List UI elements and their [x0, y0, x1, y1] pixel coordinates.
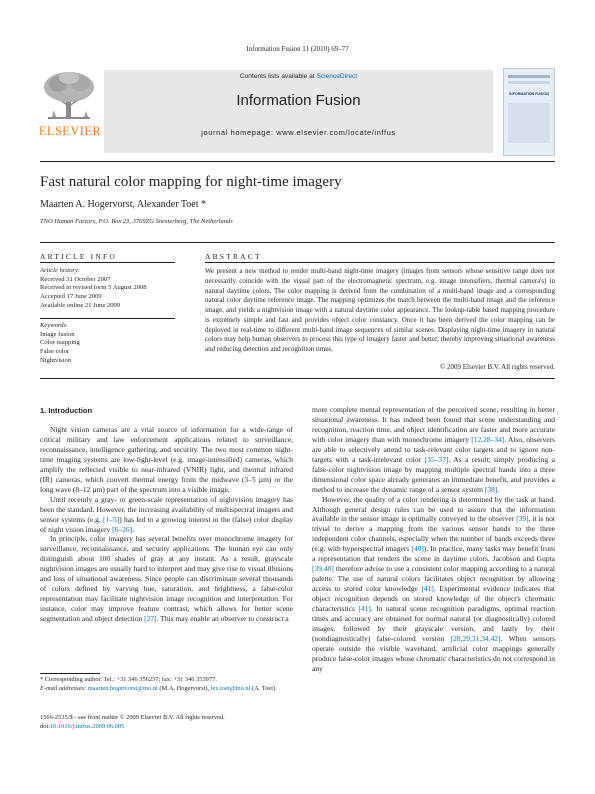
paragraph: Night vision cameras are a vital source of information for a wide-range of critical military and law enforcement applications related to surveillance, reconnaissance, intelligence gathering, and security. The two most common night-time imaging systems are low-light-level (e.g. image-intensified) cameras, which amplify the reflected visible to near-infrared (VNIR) light, and thermal infrared (IR) cameras, which convert thermal energy from the midwave (3–5 µm) or the long wave (8–12 µm) part of the spectrum into a visible image. [40, 425, 293, 494]
abstract-copyright: © 2009 Elsevier B.V. All rights reserved. [439, 363, 555, 371]
citation-link[interactable]: [35–37] [424, 454, 449, 464]
elsevier-tree-logo [40, 70, 98, 122]
journal-title: Information Fusion [236, 92, 361, 109]
abstract-heading: ABSTRACT [205, 252, 262, 261]
citation-link[interactable]: [39,40] [312, 564, 334, 574]
citation-link[interactable]: [41] [421, 584, 434, 594]
body-column-left [40, 425, 293, 624]
email-line: E-mail addresses: maarten.hogervorst@tno.nl (M.A. Hogervorst), lex.toet@tno.nl (A. Toet). [40, 684, 277, 692]
cover-stripe [508, 75, 550, 78]
keyword: False color [40, 348, 70, 356]
email-link[interactable]: maarten.hogervorst@tno.nl [87, 684, 158, 692]
journal-homepage[interactable]: journal homepage: www.elsevier.com/locate/inffus [201, 128, 396, 137]
history-item: Available online 21 June 2009 [40, 301, 121, 309]
citation-link[interactable]: [12,28–34] [471, 434, 505, 444]
introduction-heading: 1. Introduction [40, 406, 93, 415]
article-history [40, 267, 175, 311]
citation-link[interactable]: [38] [484, 484, 498, 494]
paragraph: In principle, color imagery has several benefits over monochrome imagery for surveillance, reconnaissance, and security applications. The human eye can only distinguish about 100 shades of gray at any instant. As a result, grayscale nightvision images are usually hard to interpret and may give rise to visual illusions and loss of situational awareness. Since people can discriminate several thousands of colors defined by varying hue, saturation, and brightness, a false-color representation may facilitate nightvision image recognition and interpretation. For instance, color may improve feature contrast, which allows for better scene segmentation and object detection [27]. This may enable an observer to construct a [40, 534, 293, 624]
history-item: Received in revised form 5 August 2008 [40, 284, 147, 292]
abstract-bottom-rule [40, 378, 555, 379]
article-info-rule [40, 262, 175, 263]
issn-line: 1566-2535/$ - see front matter © 2009 Elsevier B.V. All rights reserved. [40, 714, 225, 721]
publisher-name: ELSEVIER [38, 124, 102, 138]
issn-block [40, 713, 225, 731]
cover-panel [508, 103, 550, 143]
email-link[interactable]: lex.toet@tno.nl [210, 684, 251, 692]
paragraph: However, the quality of a color rendering is determined by the task at hand. Although general design rules can be used to assure that the information available in the sensor image is optimally conveyed to the observer [39], it is not trivial to derive a mapping from the various sensor bands to the three independent color channels, especially when the number of bands exceeds three (e.g. with hyperspectral imagers [40]). In practice, many tasks may benefit from a representation that renders the scene in daytime colors. Jacobson and Gupta [39,40] therefore advise to use a consistent color mapping according to a natural palette. The use of natural colors facilitates object recognition by allowing access to stored color knowledge [41]. Experimental evidence indicates that object recognition depends on stored knowledge of the object's chromatic characteristics [41]. In natural scene recognition paradigms, optimal reaction times and accuracy are obtained for normal natural (or diagnostically) colored images, followed by their grayscale version, and lastly by their (nondiagnostically) false-colored version [28,29,31,34,42]. When sensors operate outside the visible waveband, artificial color mappings generally produce false-color images whose chromatic characteristics do not correspond in any [312, 494, 556, 673]
citation-link[interactable]: [6–26] [112, 524, 133, 534]
history-item: Received 31 October 2007 [40, 275, 111, 283]
citation-link[interactable]: [39] [516, 514, 529, 524]
history-label: Article history: [40, 267, 81, 274]
sciencedirect-link[interactable]: ScienceDirect [316, 73, 358, 80]
email-label: E-mail addresses: [40, 684, 88, 692]
citation-link[interactable]: [40] [411, 544, 424, 554]
keyword: Image fusion [40, 330, 75, 338]
citation-link[interactable]: [1–5] [102, 514, 120, 524]
history-item: Accepted 17 June 2009 [40, 293, 102, 301]
citation-link[interactable]: [28,29,31,34,42] [450, 633, 501, 643]
footnote [40, 676, 295, 693]
cover-stripe [508, 81, 550, 84]
abstract-text: We present a new method to render multi-band night-time imagery (images from sensors whose sensitive range does not necessarily coincide with the visual part of the electromagnetic spectrum, e.g. image intensifiers, thermal camera's) in natural daytime colors. The color mapping is derived from the combination of a multi-band image and a corresponding natural color daytime reference image. The mapping optimizes the match between the multi-band image and the reference image, and yields a nightvision image with a natural daytime color appearance. The lookup-table based mapping procedure is extremely simple and fast and provides object color constancy. Once it has been derived the color mapping can be deployed in real-time to different multi-band image sequences of similar scenes. Displaying night-time imagery in natural colors may help human observers to process this type of imagery faster and better, thereby improving situational awareness and reducing detection and recognition times. [205, 267, 555, 353]
citation-link[interactable]: [27] [144, 614, 157, 624]
affiliation: TNO Human Factors, P.O. Box 23, 3769ZG Soesterberg, The Netherlands [40, 218, 233, 225]
masthead-band [104, 70, 493, 153]
article-title: Fast natural color mapping for night-time imagery [40, 174, 342, 190]
corresponding-author: * Corresponding author. Tel.: +31 346 356237; fax: +31 346 353977. [40, 676, 217, 683]
abstract-rule [205, 262, 555, 263]
doi-link[interactable]: 10.1016/j.inffus.2009.06.005 [49, 723, 125, 730]
paragraph: more complete mental representation of the perceived scene, resulting in better situational awareness. It has indeed been found that scene understanding and recognition, reaction time, and object identification are faster and more accurate with color imagery than with monochrome imagery [12,28–34]. Also, observers are able to selectively attend to task-relevant color targets and to ignore non-targets with a task-irrelevant color [35–37]. As a result, simply producing a false-color nightvision image by mapping multiple spectral bands into a three dimensional color space already generates an immediate benefit, and provides a method to increase the dynamic range of a sensor system [38]. [312, 405, 555, 494]
paragraph: Until recently a gray- or green-scale representation of nightvision imagery has been the standard. However, the increasing availability of multispectral imagers and sensor systems (e.g. [1–5]) has led to a growing interest in the (false) color display of night vision imagery [6–26]. [40, 494, 293, 534]
citation-link[interactable]: [41] [358, 604, 371, 614]
article-info-heading: ARTICLE INFO [40, 252, 117, 261]
info-divider [40, 318, 175, 319]
contents-prefix: Contents lists available at [239, 73, 317, 80]
journal-reference: Information Fusion 11 (2010) 69–77 [246, 45, 349, 53]
contents-line [104, 73, 493, 80]
keyword: Nightvision [40, 356, 72, 364]
cover-title: INFORMATION FUSION [509, 92, 549, 96]
keyword: Color mapping [40, 339, 80, 347]
journal-cover-thumbnail [503, 68, 555, 156]
keywords-block [40, 322, 175, 366]
keywords-label: Keywords: [40, 322, 69, 329]
body-column-right [312, 405, 555, 674]
footnote-rule [40, 673, 100, 674]
authors: Maarten A. Hogervorst, Alexander Toet * [40, 199, 207, 210]
header-rule [40, 161, 555, 162]
doi-line: doi:10.1016/j.inffus.2009.06.005 [40, 723, 125, 730]
title-rule [40, 242, 555, 243]
